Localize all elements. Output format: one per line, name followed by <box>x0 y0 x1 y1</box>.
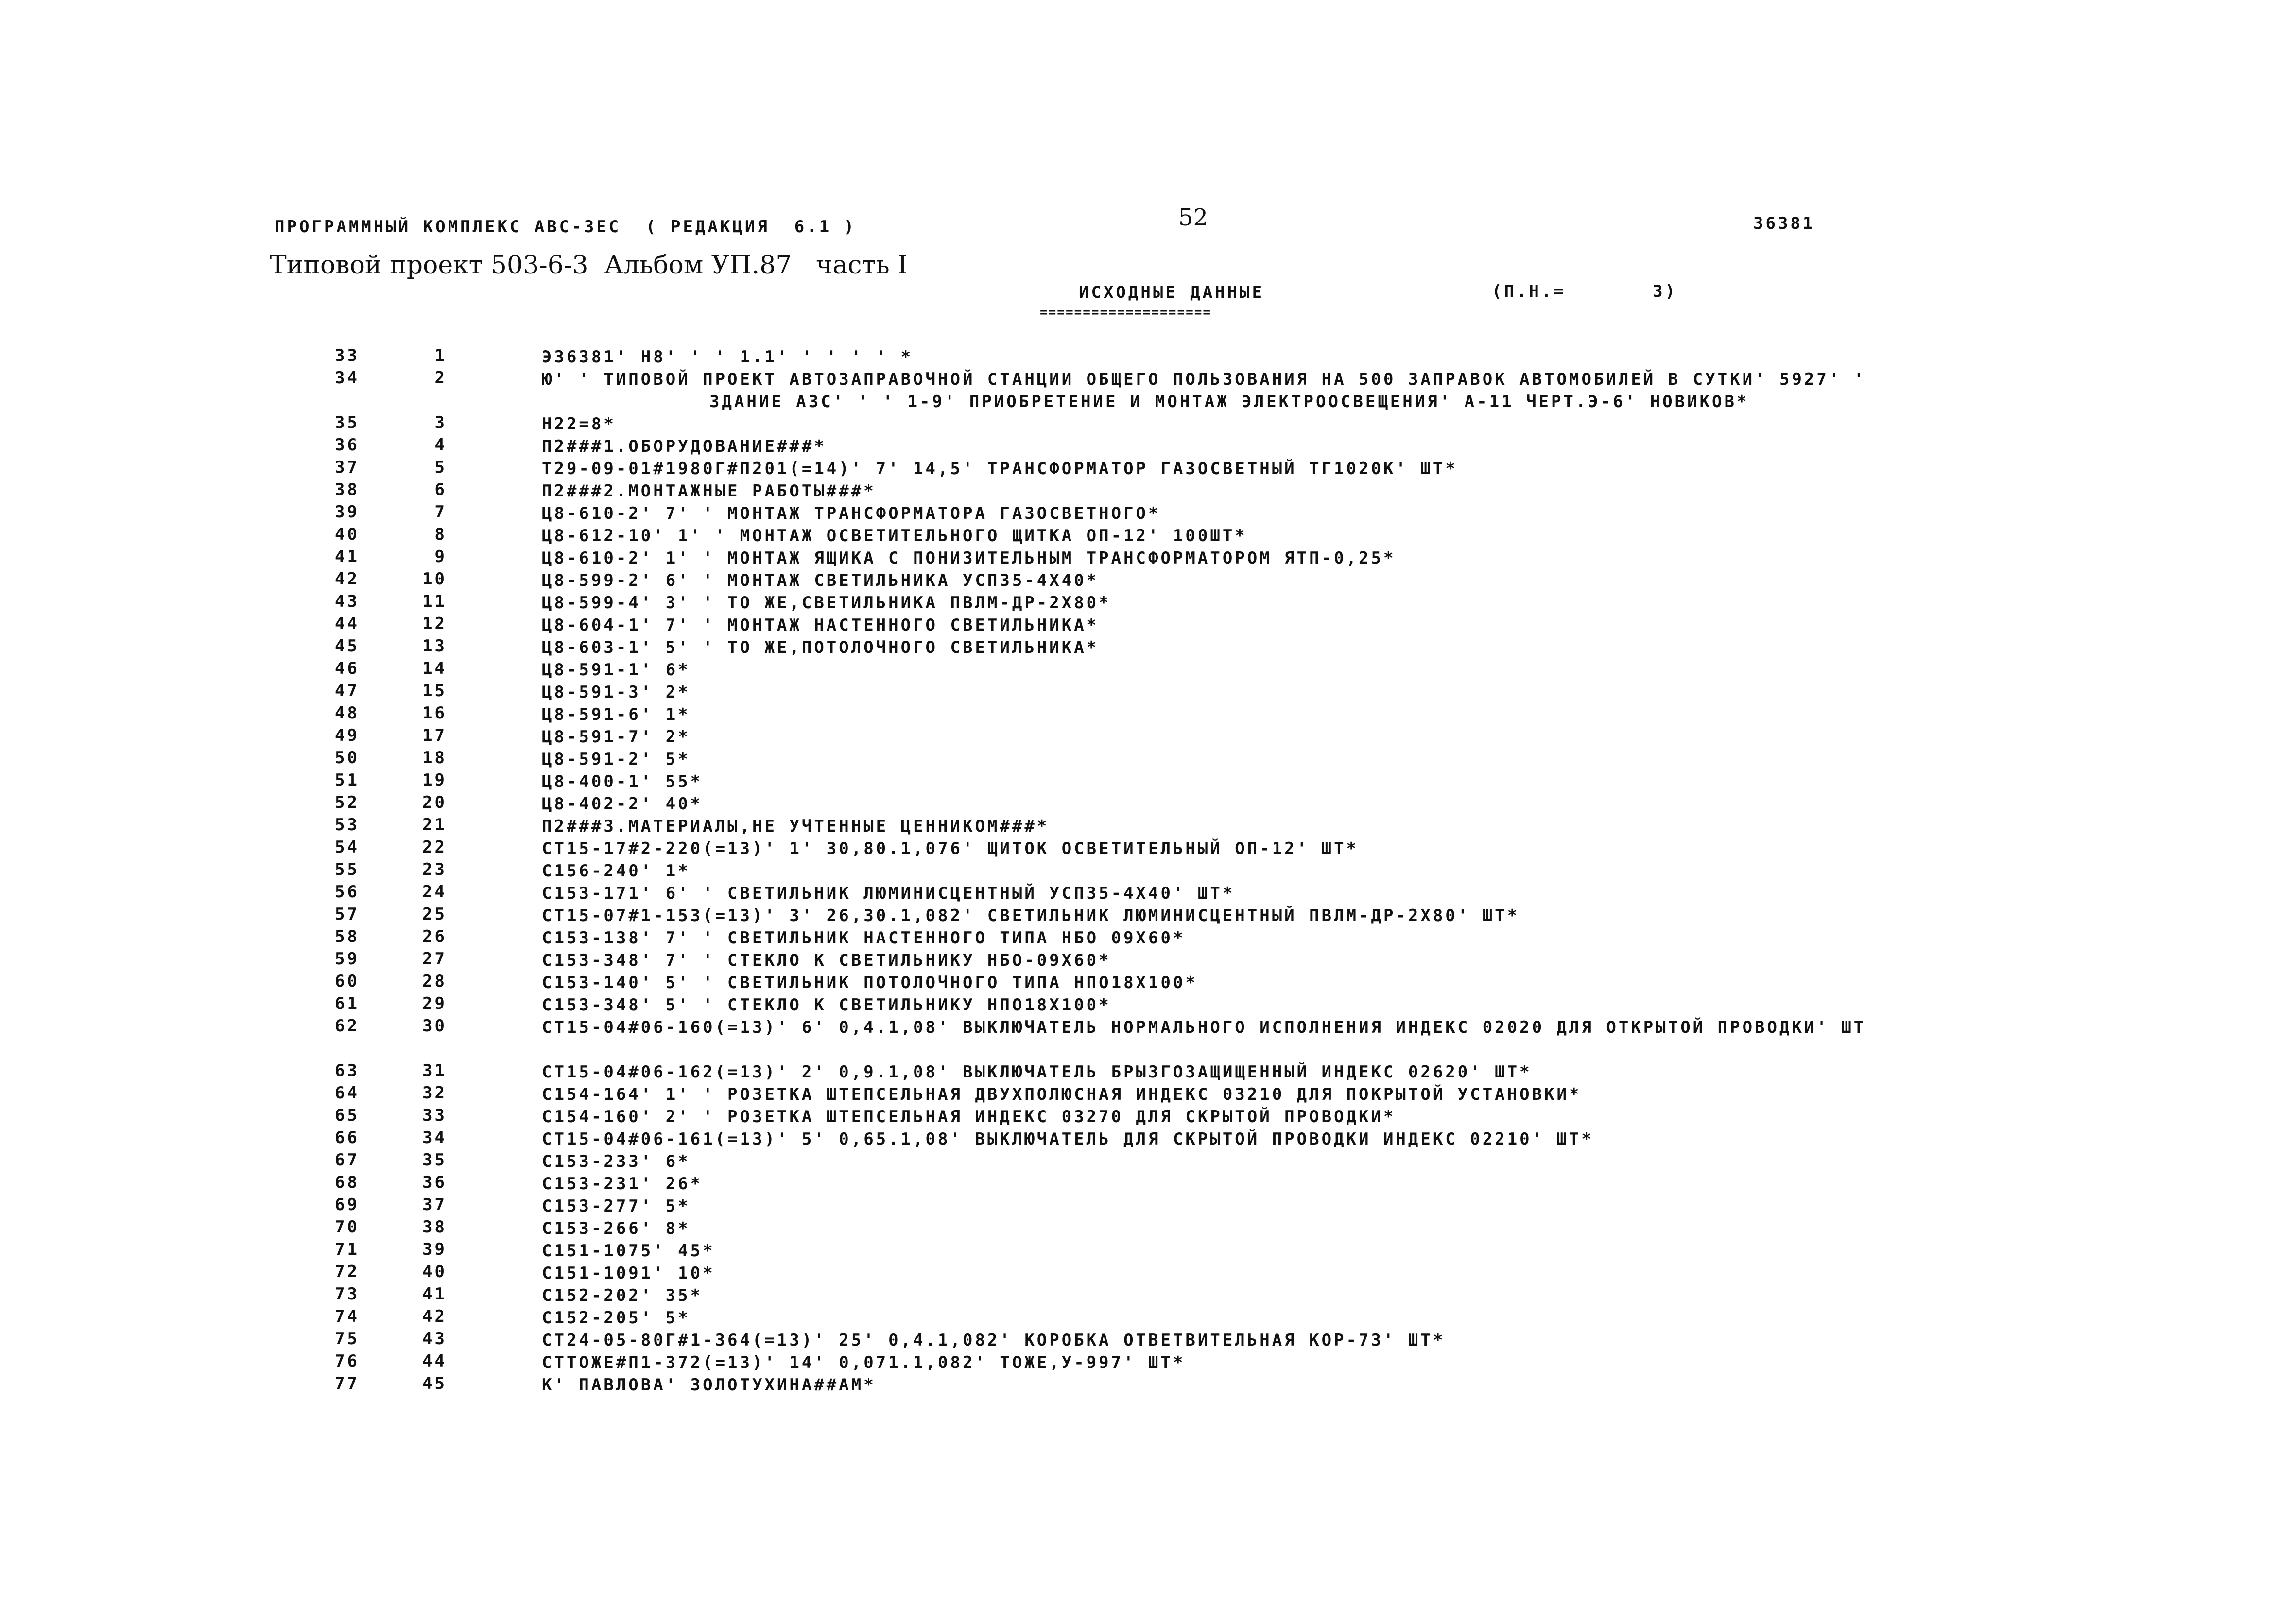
record-text: П2###2.МОНТАЖНЫЕ РАБОТЫ###* <box>542 481 876 501</box>
record-continuation: ЗДАНИЕ АЗС' ' ' 1-9' ПРИОБРЕТЕНИЕ И МОНТАЖ ЭЛЕКТРООСВЕЩЕНИЯ' А-11 ЧЕРТ.Э-6' НОВИКОВ* <box>709 392 1749 411</box>
record-text: С151-1091' 10* <box>542 1264 715 1283</box>
record-text: Ц8-603-1' 5' ' ТО ЖЕ,ПОТОЛОЧНОГО СВЕТИЛЬНИКА* <box>542 638 1099 657</box>
listing-row <box>0 905 2296 927</box>
section-title: ИСХОДНЫЕ ДАННЫЕ <box>1079 283 1265 302</box>
record-number: 25 <box>422 905 447 924</box>
line-number: 62 <box>335 1016 360 1036</box>
line-number: 64 <box>335 1083 360 1103</box>
listing-row <box>0 659 2296 681</box>
line-number: 53 <box>335 815 360 835</box>
listing-row <box>0 368 2296 413</box>
record-number: 41 <box>422 1284 447 1304</box>
line-number: 33 <box>335 346 360 365</box>
listing-row <box>0 1351 2296 1374</box>
record-text: С153-171' 6' ' СВЕТИЛЬНИК ЛЮМИНИСЦЕНТНЫЙ УСП35-4Х40' ШТ* <box>542 884 1235 903</box>
listing-row <box>0 569 2296 592</box>
page-number: 52 <box>1178 204 1208 231</box>
line-number: 50 <box>335 748 360 768</box>
listing-row <box>0 994 2296 1016</box>
record-number: 2 <box>434 368 447 388</box>
listing-row <box>0 480 2296 502</box>
record-text: Ц8-400-1' 55* <box>542 772 703 791</box>
line-number: 70 <box>335 1217 360 1237</box>
record-text: Э36381' Н8' ' ' 1.1' ' ' ' ' * <box>542 347 914 367</box>
line-number: 35 <box>335 413 360 432</box>
listing-row <box>0 681 2296 703</box>
line-number: 65 <box>335 1106 360 1125</box>
record-text: С151-1075' 45* <box>542 1241 715 1261</box>
record-text: Т29-09-01#1980Г#П201(=14)' 7' 14,5' ТРАНСФОРМАТОР ГАЗОСВЕТНЫЙ ТГ1020К' ШТ* <box>542 459 1458 478</box>
line-number: 76 <box>335 1351 360 1371</box>
record-text: СТ24-05-80Г#1-364(=13)' 25' 0,4.1,082' КОРОБКА ОТВЕТВИТЕЛЬНАЯ КОР-73' ШТ* <box>542 1331 1446 1350</box>
record-text: Ц8-610-2' 1' ' МОНТАЖ ЯЩИКА С ПОНИЗИТЕЛЬНЫМ ТРАНСФОРМАТОРОМ ЯТП-0,25* <box>542 548 1396 568</box>
record-text: Ц8-591-3' 2* <box>542 683 691 702</box>
record-number: 5 <box>434 458 447 477</box>
record-text: Ц8-610-2' 7' ' МОНТАЖ ТРАНСФОРМАТОРА ГАЗОСВЕТНОГО* <box>542 504 1161 523</box>
listing <box>0 346 2296 1396</box>
record-number: 3 <box>434 413 447 432</box>
record-text: С154-160' 2' ' РОЗЕТКА ШТЕПСЕЛЬНАЯ ИНДЕКС 03270 ДЛЯ СКРЫТОЙ ПРОВОДКИ* <box>542 1107 1396 1127</box>
record-text: С152-205' 5* <box>542 1308 691 1328</box>
record-text: С156-240' 1* <box>542 861 691 881</box>
listing-row <box>0 636 2296 659</box>
listing-row <box>0 860 2296 882</box>
listing-row <box>0 748 2296 770</box>
record-text: Ц8-599-4' 3' ' ТО ЖЕ,СВЕТИЛЬНИКА ПВЛМ-ДР-2Х80* <box>542 593 1111 613</box>
line-number: 69 <box>335 1195 360 1214</box>
record-text: Ц8-591-1' 6* <box>542 660 691 680</box>
record-number: 29 <box>422 994 447 1013</box>
listing-row <box>0 1016 2296 1061</box>
listing-row <box>0 547 2296 569</box>
line-number: 63 <box>335 1061 360 1080</box>
record-number: 30 <box>422 1016 447 1036</box>
record-text: П2###3.МАТЕРИАЛЫ,НЕ УЧТЕННЫЕ ЦЕННИКОМ###* <box>542 817 1050 836</box>
record-text: СТТОЖЕ#П1-372(=13)' 14' 0,071.1,082' ТОЖЕ,У-997' ШТ* <box>542 1353 1186 1372</box>
record-number: 38 <box>422 1217 447 1237</box>
line-number: 43 <box>335 592 360 611</box>
project-title: Типовой проект 503-6-3 Альбом УП.87 часть I <box>270 251 908 280</box>
record-text: Ц8-591-6' 1* <box>542 705 691 724</box>
line-number: 55 <box>335 860 360 879</box>
record-number: 22 <box>422 837 447 857</box>
record-number: 24 <box>422 882 447 902</box>
line-number: 45 <box>335 636 360 656</box>
line-number: 68 <box>335 1173 360 1192</box>
listing-row <box>0 614 2296 636</box>
record-number: 26 <box>422 927 447 946</box>
listing-row <box>0 1195 2296 1217</box>
record-text: Ц8-591-2' 5* <box>542 750 691 769</box>
record-number: 31 <box>422 1061 447 1080</box>
record-text: С153-231' 26* <box>542 1174 703 1194</box>
section-reference: (П.Н.= 3) <box>1492 282 1678 301</box>
record-text: С153-140' 5' ' СВЕТИЛЬНИК ПОТОЛОЧНОГО ТИПА НПО18Х100* <box>542 973 1198 992</box>
line-number: 39 <box>335 502 360 522</box>
listing-row <box>0 502 2296 525</box>
record-text: П2###1.ОБОРУДОВАНИЕ###* <box>542 437 827 456</box>
listing-row <box>0 815 2296 837</box>
record-number: 20 <box>422 793 447 812</box>
record-number: 15 <box>422 681 447 700</box>
listing-row <box>0 1262 2296 1284</box>
line-number: 46 <box>335 659 360 678</box>
line-number: 52 <box>335 793 360 812</box>
line-number: 58 <box>335 927 360 946</box>
record-number: 9 <box>434 547 447 566</box>
record-number: 27 <box>422 949 447 969</box>
record-number: 6 <box>434 480 447 499</box>
listing-row <box>0 1128 2296 1150</box>
record-number: 14 <box>422 659 447 678</box>
record-number: 32 <box>422 1083 447 1103</box>
record-text: Ю' ' ТИПОВОЙ ПРОЕКТ АВТОЗАПРАВОЧНОЙ СТАНЦИИ ОБЩЕГО ПОЛЬЗОВАНИЯ НА 500 ЗАПРАВОК АВТОМОБИЛЕЙ В СУТКИ' 5927' ' <box>542 370 1866 389</box>
record-number: 13 <box>422 636 447 656</box>
listing-row <box>0 949 2296 972</box>
line-number: 73 <box>335 1284 360 1304</box>
line-number: 75 <box>335 1329 360 1349</box>
line-number: 49 <box>335 726 360 745</box>
line-number: 40 <box>335 525 360 544</box>
line-number: 54 <box>335 837 360 857</box>
title-underline: ==================== <box>1040 305 1212 320</box>
listing-row <box>0 1106 2296 1128</box>
line-number: 47 <box>335 681 360 700</box>
record-text: Ц8-604-1' 7' ' МОНТАЖ НАСТЕННОГО СВЕТИЛЬНИКА* <box>542 615 1099 635</box>
record-number: 40 <box>422 1262 447 1281</box>
line-number: 72 <box>335 1262 360 1281</box>
record-text: Ц8-402-2' 40* <box>542 794 703 814</box>
listing-row <box>0 346 2296 368</box>
line-number: 77 <box>335 1374 360 1393</box>
record-text: С154-164' 1' ' РОЗЕТКА ШТЕПСЕЛЬНАЯ ДВУХПОЛЮСНАЯ ИНДЕКС 03210 ДЛЯ ПОКРЫТОЙ УСТАНОВКИ* <box>542 1085 1582 1104</box>
record-number: 34 <box>422 1128 447 1147</box>
record-number: 28 <box>422 972 447 991</box>
record-number: 16 <box>422 703 447 723</box>
record-number: 33 <box>422 1106 447 1125</box>
record-text: СТ15-04#06-161(=13)' 5' 0,65.1,08' ВЫКЛЮЧАТЕЛЬ ДЛЯ СКРЫТОЙ ПРОВОДКИ ИНДЕКС 02210' ШТ* <box>542 1129 1594 1149</box>
listing-row <box>0 1240 2296 1262</box>
line-number: 51 <box>335 770 360 790</box>
line-number: 36 <box>335 435 360 455</box>
listing-row <box>0 882 2296 905</box>
listing-row <box>0 1284 2296 1307</box>
record-text: С153-348' 7' ' СТЕКЛО К СВЕТИЛЬНИКУ НБО-09Х60* <box>542 951 1111 970</box>
listing-row <box>0 1307 2296 1329</box>
record-number: 44 <box>422 1351 447 1371</box>
line-number: 59 <box>335 949 360 969</box>
record-number: 39 <box>422 1240 447 1259</box>
record-text: С152-202' 35* <box>542 1286 703 1305</box>
record-number: 10 <box>422 569 447 589</box>
record-text: Ц8-591-7' 2* <box>542 727 691 747</box>
line-number: 37 <box>335 458 360 477</box>
listing-row <box>0 1329 2296 1351</box>
line-number: 34 <box>335 368 360 388</box>
record-number: 11 <box>422 592 447 611</box>
listing-row <box>0 435 2296 458</box>
record-number: 37 <box>422 1195 447 1214</box>
record-number: 17 <box>422 726 447 745</box>
record-number: 23 <box>422 860 447 879</box>
record-text: К' ПАВЛОВА' ЗОЛОТУХИНА##АМ* <box>542 1375 876 1395</box>
listing-row <box>0 726 2296 748</box>
line-number: 60 <box>335 972 360 991</box>
line-number: 48 <box>335 703 360 723</box>
record-number: 45 <box>422 1374 447 1393</box>
record-text: С153-233' 6* <box>542 1152 691 1171</box>
record-text: СТ15-04#06-162(=13)' 2' 0,9.1,08' ВЫКЛЮЧАТЕЛЬ БРЫЗГОЗАЩИЩЕННЫЙ ИНДЕКС 02620' ШТ* <box>542 1062 1532 1082</box>
record-text: Н22=8* <box>542 414 616 434</box>
record-text: СТ15-07#1-153(=13)' 3' 26,30.1,082' СВЕТИЛЬНИК ЛЮМИНИСЦЕНТНЫЙ ПВЛМ-ДР-2Х80' ШТ* <box>542 906 1520 925</box>
record-number: 42 <box>422 1307 447 1326</box>
listing-row <box>0 1217 2296 1240</box>
listing-row <box>0 413 2296 435</box>
listing-row <box>0 525 2296 547</box>
listing-row <box>0 1083 2296 1106</box>
record-number: 18 <box>422 748 447 768</box>
listing-row <box>0 458 2296 480</box>
line-number: 71 <box>335 1240 360 1259</box>
listing-row <box>0 1061 2296 1083</box>
line-number: 66 <box>335 1128 360 1147</box>
line-number: 44 <box>335 614 360 633</box>
record-continuation <box>542 1039 2272 1061</box>
line-number: 74 <box>335 1307 360 1326</box>
listing-row <box>0 592 2296 614</box>
line-number: 38 <box>335 480 360 499</box>
listing-row <box>0 927 2296 949</box>
listing-row <box>0 770 2296 793</box>
record-text: Ц8-599-2' 6' ' МОНТАЖ СВЕТИЛЬНИКА УСП35-4Х40* <box>542 571 1099 590</box>
record-text: С153-348' 5' ' СТЕКЛО К СВЕТИЛЬНИКУ НПО18Х100* <box>542 995 1111 1015</box>
record-text: Ц8-612-10' 1' ' МОНТАЖ ОСВЕТИТЕЛЬНОГО ЩИТКА ОП-12' 100ШТ* <box>542 526 1247 546</box>
record-number: 1 <box>434 346 447 365</box>
record-number: 19 <box>422 770 447 790</box>
listing-row <box>0 1173 2296 1195</box>
line-number: 57 <box>335 905 360 924</box>
record-text: С153-138' 7' ' СВЕТИЛЬНИК НАСТЕННОГО ТИПА НБО 09Х60* <box>542 928 1186 948</box>
line-number: 67 <box>335 1150 360 1170</box>
listing-row <box>0 793 2296 815</box>
record-number: 43 <box>422 1329 447 1349</box>
line-number: 42 <box>335 569 360 589</box>
listing-row <box>0 837 2296 860</box>
document-code: 36381 <box>1753 214 1815 233</box>
line-number: 56 <box>335 882 360 902</box>
record-text: СТ15-17#2-220(=13)' 1' 30,80.1,076' ЩИТОК ОСВЕТИТЕЛЬНЫЙ ОП-12' ШТ* <box>542 839 1359 858</box>
line-number: 61 <box>335 994 360 1013</box>
line-number: 41 <box>335 547 360 566</box>
program-header: ПРОГРАММНЫЙ КОМПЛЕКС АВС-ЗЕС ( РЕДАКЦИЯ 6.1 ) <box>275 217 857 237</box>
record-number: 12 <box>422 614 447 633</box>
record-number: 4 <box>434 435 447 455</box>
record-number: 7 <box>434 502 447 522</box>
record-number: 21 <box>422 815 447 835</box>
record-text: С153-277' 5* <box>542 1196 691 1216</box>
record-number: 8 <box>434 525 447 544</box>
listing-row <box>0 1150 2296 1173</box>
record-text: С153-266' 8* <box>542 1219 691 1238</box>
listing-row <box>0 1374 2296 1396</box>
record-number: 35 <box>422 1150 447 1170</box>
listing-row <box>0 972 2296 994</box>
record-number: 36 <box>422 1173 447 1192</box>
listing-row <box>0 703 2296 726</box>
record-text: СТ15-04#06-160(=13)' 6' 0,4.1,08' ВЫКЛЮЧАТЕЛЬ НОРМАЛЬНОГО ИСПОЛНЕНИЯ ИНДЕКС 02020 ДЛЯ ОТКРЫТОЙ ПРОВОДКИ' ШТ <box>542 1018 1866 1037</box>
